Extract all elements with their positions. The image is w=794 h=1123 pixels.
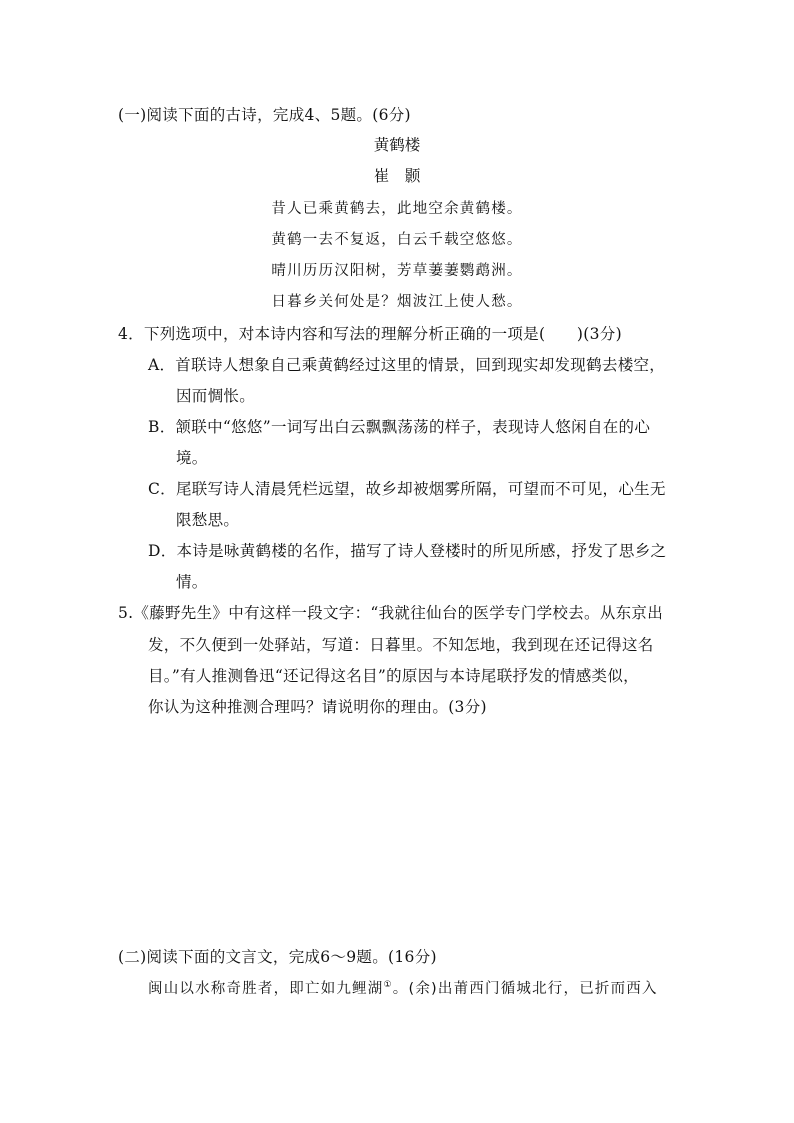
footnote-marker: ①: [383, 980, 393, 991]
poem-line-text: 晴川历历汉阳树，芳草萋萋鹦鹉洲。: [271, 263, 523, 279]
poem-line-text: 日暮乡关何处是？烟波江上使人愁。: [271, 294, 523, 310]
question-5-line: 目。”有人推测鲁迅“还记得这名目”的原因与本诗尾联抒发的情感类似，: [148, 667, 639, 685]
q4-option-c-line2: 限愁思。: [176, 511, 240, 529]
q4-option-d-line1: D．本诗是咏黄鹤楼的名作，描写了诗人登楼时的所见所感，抒发了思乡之: [148, 542, 667, 560]
question-5-line: 发，不久便到一处驿站，写道：日暮里。不知怎地，我到现在还记得这名: [148, 636, 654, 654]
poem-line: [0, 228, 794, 249]
question-5-line: 你认为这种推测合理吗？请说明你的理由。(3分): [148, 698, 487, 716]
poem-line: [0, 259, 794, 280]
q4-option-b-line2: 境。: [176, 449, 208, 467]
poem-line: [0, 290, 794, 311]
section-1-heading: (一)阅读下面的古诗，完成4、5题。(6分): [118, 106, 411, 124]
poem-author: 崔 颢: [373, 167, 421, 185]
q4-option-d-line2: 情。: [176, 573, 208, 591]
poem-line-text: 昔人已乘黄鹤去，此地空余黄鹤楼。: [271, 201, 523, 217]
q4-option-b-line1: B．颔联中“悠悠”一词写出白云飘飘荡荡的样子，表现诗人悠闲自在的心: [148, 418, 651, 436]
section-2-heading: (二)阅读下面的文言文，完成6～9题。(16分): [118, 948, 437, 966]
q4-option-a-line2: 因而惆怅。: [176, 387, 256, 405]
q4-option-c-line1: C．尾联写诗人清晨凭栏远望，故乡却被烟雾所隔，可望而不可见，心生无: [148, 480, 666, 498]
q4-option-a-line1: A．首联诗人想象自己乘黄鹤经过这里的情景，回到现实却发现鹤去楼空，: [148, 356, 666, 374]
classical-text-a: 闽山以水称奇胜者，即亡如九鲤湖: [148, 981, 384, 997]
question-4-stem: 4．下列选项中，对本诗内容和写法的理解分析正确的一项是( )(3分): [118, 325, 622, 343]
classical-text-b: 。(余)出莆西门循城北行，已折而西入: [392, 981, 658, 997]
poem-title: 黄鹤楼: [373, 136, 421, 154]
question-5-line: 5.《藤野先生》中有这样一段文字：“我就往仙台的医学专门学校去。从东京出: [118, 604, 664, 622]
poem-line-text: 黄鹤一去不复返，白云千载空悠悠。: [271, 232, 523, 248]
classical-text-line: [148, 977, 658, 998]
poem-line: [0, 197, 794, 218]
